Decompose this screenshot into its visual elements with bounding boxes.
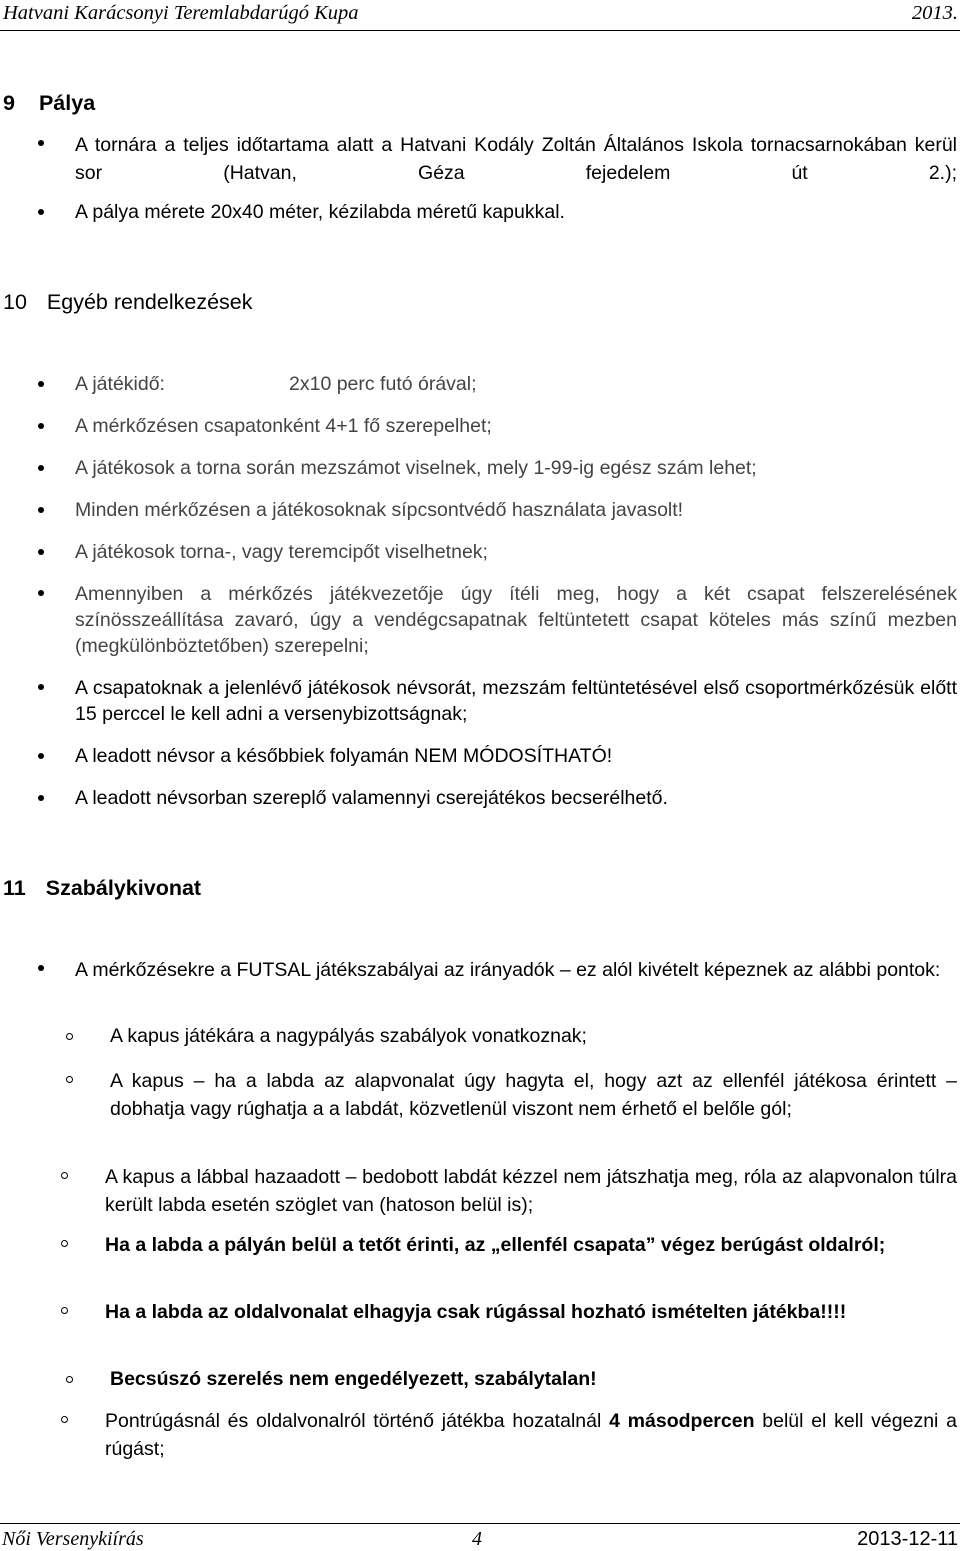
header-title: Hatvani Karácsonyi Teremlabdarúgó Kupa	[3, 2, 359, 24]
sub-list-item-text: A kapus – ha a labda az alapvonalat úgy hagyta el, hogy azt az ellenfél játékosa érintett – dobhatja vagy rúghatja a a labdát, közvetlenül viszont nem érhető el belőle gól;	[110, 1070, 957, 1120]
list-item-text: A csapatoknak a jelenlévő játékosok névsorát, mezszám feltüntetésével első csoportmérkőzésük előtt 15 perccel le kell adni a versenybizottságnak;	[75, 677, 957, 725]
sub-list-item-text: Ha a labda a pályán belül a tetőt érinti, az „ellenfél csapata” végez berúgást oldalról;	[105, 1234, 886, 1256]
list-item-game-time	[75, 372, 957, 396]
page-header	[0, 0, 960, 31]
page-number: 4	[472, 1528, 482, 1550]
section-9-heading	[3, 91, 95, 115]
sub-list-item	[110, 1024, 957, 1048]
list-item	[75, 414, 957, 438]
list-item	[75, 956, 957, 984]
sub-list-item	[105, 1298, 957, 1326]
list-item-text: A játékosok torna-, vagy teremcipőt viselhetnek;	[75, 541, 488, 563]
section-title: Pálya	[38, 91, 96, 115]
sub-list-item	[110, 1067, 957, 1123]
page-footer	[0, 1523, 960, 1551]
sub-list-item-text: Ha a labda az oldalvonalat elhagyja csak rúgással hozható ismételten játékba!!!!	[105, 1301, 847, 1323]
list-item	[75, 131, 957, 187]
list-item	[75, 540, 957, 564]
list-item	[75, 498, 957, 522]
sub-list-item	[110, 1367, 957, 1391]
sub-list-item-text: Becsúszó szerelés nem engedélyezett, szabálytalan!	[110, 1368, 597, 1390]
section-number: 11	[3, 876, 26, 900]
game-time-value: 2x10 perc futó órával;	[289, 373, 477, 395]
section-number: 10	[3, 290, 27, 314]
list-item	[75, 581, 957, 659]
footer-document-title: Női Versenykiírás	[2, 1528, 144, 1550]
sub-list-item	[105, 1407, 957, 1463]
list-item-text: A leadott névsor a későbbiek folyamán NEM MÓDOSÍTHATÓ!	[75, 745, 613, 767]
sub-list-item-text: A kapus a lábbal hazaadott – bedobott labdát kézzel nem játszhatja meg, róla az alapvonalon túlra került labda esetén szöglet van (hatoson belül is);	[105, 1166, 957, 1216]
section-title: Szabálykivonat	[45, 876, 202, 900]
footer-date: 2013-12-11	[857, 1528, 958, 1550]
list-item	[75, 200, 957, 224]
list-item-text: A leadott névsorban szereplő valamennyi cserejátékos becserélhető.	[75, 787, 668, 809]
list-item-text: A mérkőzésen csapatonként 4+1 fő szerepelhet;	[75, 415, 492, 437]
section-10-heading	[3, 290, 253, 314]
section-title: Egyéb rendelkezések	[46, 290, 253, 314]
list-item	[75, 786, 957, 810]
list-item-text: Minden mérkőzésen a játékosoknak sípcsontvédő használata javasolt!	[75, 499, 684, 521]
sub-list-item	[105, 1163, 957, 1219]
emphasis-text: 4 másodpercen	[609, 1410, 755, 1432]
list-item-text: A játékosok a torna során mezszámot viselnek, mely 1-99-ig egész szám lehet;	[75, 457, 757, 479]
game-time-label: A játékidő:	[75, 373, 165, 395]
sub-list-item	[105, 1231, 957, 1259]
list-item-text: Amennyiben a mérkőzés játékvezetője úgy ítéli meg, hogy a két csapat felszerelésének színösszeállítása zavaró, úgy a vendégcsapatnak feltüntetett csapat köteles más színű mezben (megkülönböztetőben) szerepelni;	[75, 583, 957, 657]
section-11-heading	[3, 876, 201, 900]
list-item	[75, 456, 957, 480]
section-number: 9	[3, 91, 15, 115]
list-item-text: A mérkőzésekre a FUTSAL játékszabályai az irányadók – ez alól kivételt képeznek az alábbi pontok:	[75, 959, 941, 981]
sub-list-item-text: Pontrúgásnál és oldalvonalról történő játékba hozatalnál	[105, 1410, 602, 1432]
sub-list-item-text: A kapus játékára a nagypályás szabályok vonatkoznak;	[110, 1025, 587, 1047]
list-item	[75, 675, 957, 727]
list-item-text: A pálya mérete 20x40 méter, kézilabda méretű kapukkal.	[75, 201, 565, 223]
list-item-text: A tornára a teljes időtartama alatt a Hatvani Kodály Zoltán Általános Iskola tornacsarnokában kerül sor (Hatvan, Géza fejedelem út 2.);	[75, 134, 957, 184]
sub-list-item-text: belül el kell végezni a rúgást;	[105, 1410, 957, 1460]
header-year: 2013.	[911, 2, 958, 24]
list-item	[75, 744, 957, 768]
